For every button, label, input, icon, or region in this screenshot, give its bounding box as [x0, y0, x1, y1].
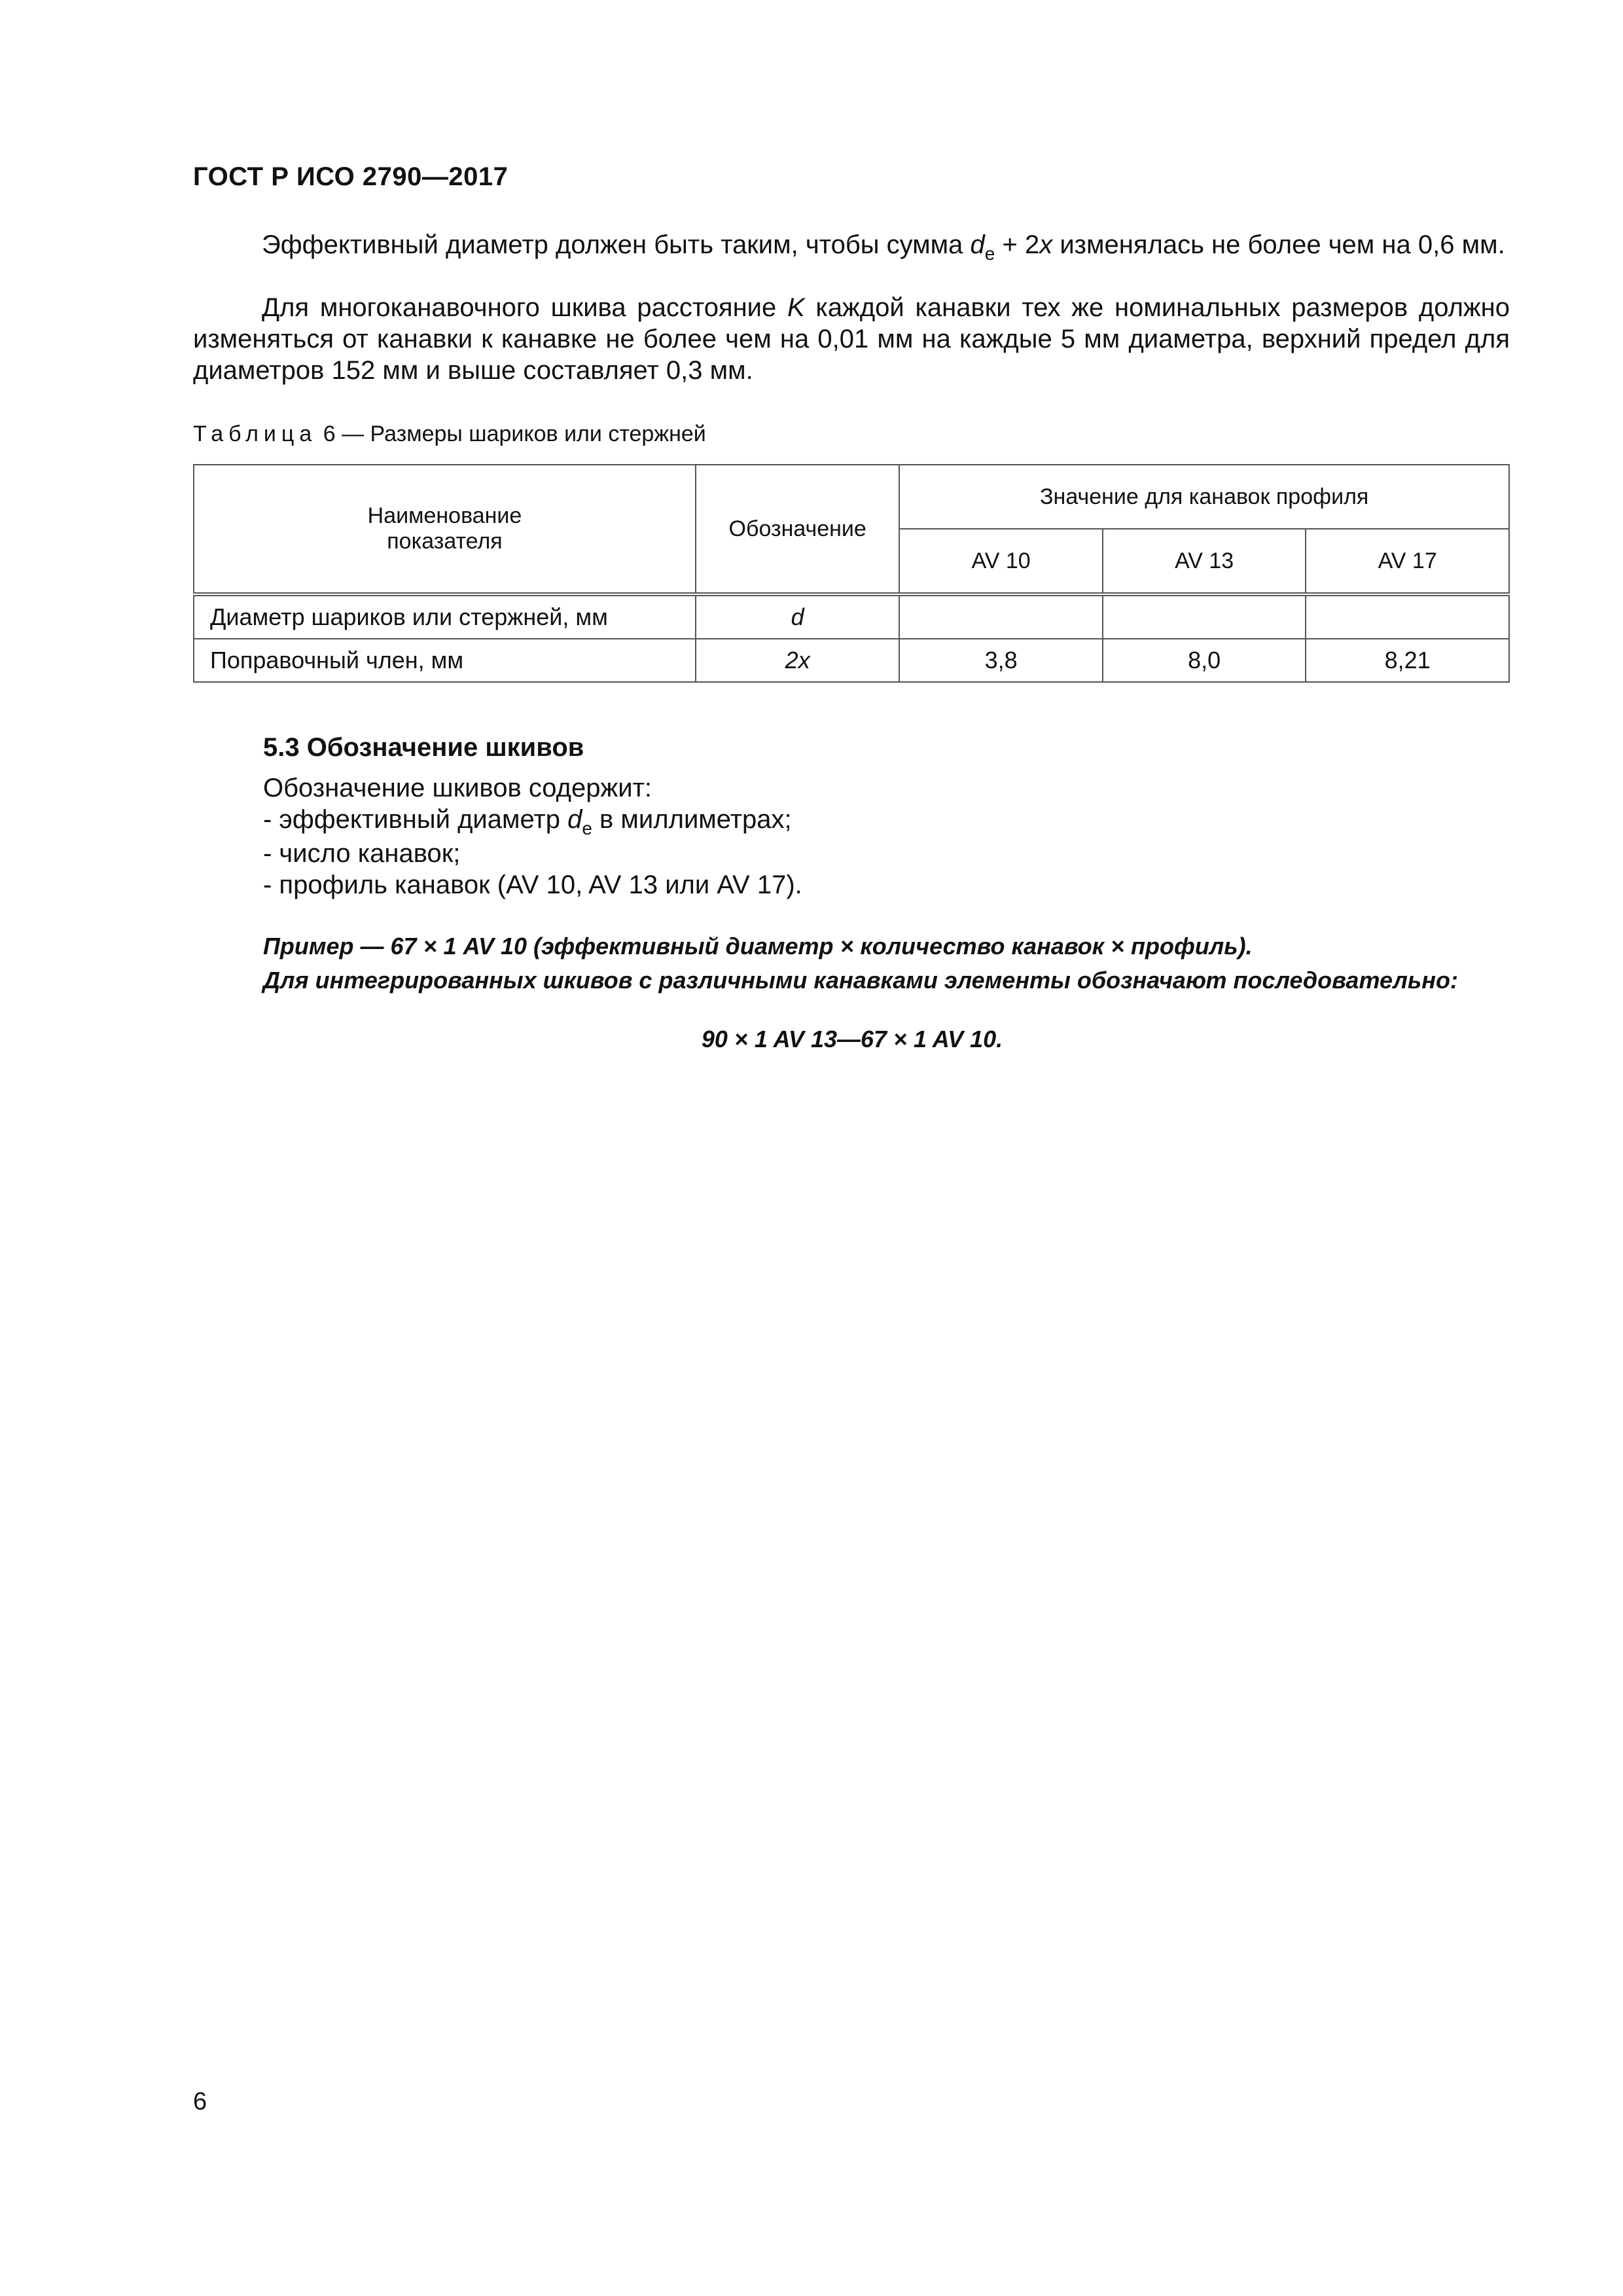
example-block: [263, 929, 1458, 997]
header-parameter-name: Наименование показателя: [194, 465, 696, 594]
table-header-row: [194, 465, 1509, 529]
list-intro: Обозначение шкивов содержит:: [263, 774, 652, 802]
balls-rods-table: [193, 464, 1510, 683]
example-line: Для интегрированных шкивов с различными канавками элементы обозначают последовательно:: [263, 967, 1458, 994]
table-row: [194, 594, 1509, 639]
designation-formula: 90 × 1 AV 13—67 × 1 AV 10.: [701, 1026, 1003, 1052]
table-caption: Таблица 6 — Размеры шариков или стержней: [193, 422, 706, 446]
header-profile: AV 10: [899, 529, 1102, 594]
header-symbol: Обозначение: [696, 465, 899, 594]
header-profile: AV 13: [1103, 529, 1306, 594]
row-value: 8,21: [1306, 639, 1509, 682]
row-symbol: 2x: [696, 639, 899, 682]
list-item: - число канавок;: [263, 839, 461, 868]
section-title: 5.3 Обозначение шкивов: [263, 733, 584, 762]
example-line: Пример — 67 × 1 AV 10 (эффективный диаметр × количество канавок × профиль).: [263, 933, 1253, 960]
paragraph-effective-diameter: Эффективный диаметр должен быть таким, чтобы сумма $d_e + 2x$ изменялась не более чем на 0,6 мм.: [262, 230, 1505, 264]
page-number: 6: [193, 2088, 207, 2115]
row-symbol: d: [696, 594, 899, 639]
list-item: - профиль канавок (AV 10, AV 13 или AV 17).: [263, 870, 802, 899]
header-values-group: Значение для канавок профиля: [899, 465, 1509, 529]
table-row: [194, 639, 1509, 682]
row-value: 8,0: [1103, 639, 1306, 682]
row-value: [899, 594, 1102, 639]
row-value: 3,8: [899, 639, 1102, 682]
document-header: ГОСТ Р ИСО 2790—2017: [193, 162, 508, 191]
row-name: Поправочный член, мм: [194, 639, 696, 682]
designation-list: [263, 772, 802, 901]
row-value: [1306, 594, 1509, 639]
header-profile: AV 17: [1306, 529, 1509, 594]
list-item: - эффективный диаметр $d_e$ в миллиметрах;: [263, 805, 792, 838]
row-name: Диаметр шариков или стержней, мм: [194, 594, 696, 639]
paragraph-multigroove: Для многоканавочного шкива расстояние K каждой канавки тех же номинальных размеров должно изменяться от канавки к канавке не более чем на 0,01 мм на каждые 5 мм диаметра, верхний предел для диаметров 152 мм и выше составляет 0,3 мм.: [193, 293, 1510, 385]
row-value: [1103, 594, 1306, 639]
